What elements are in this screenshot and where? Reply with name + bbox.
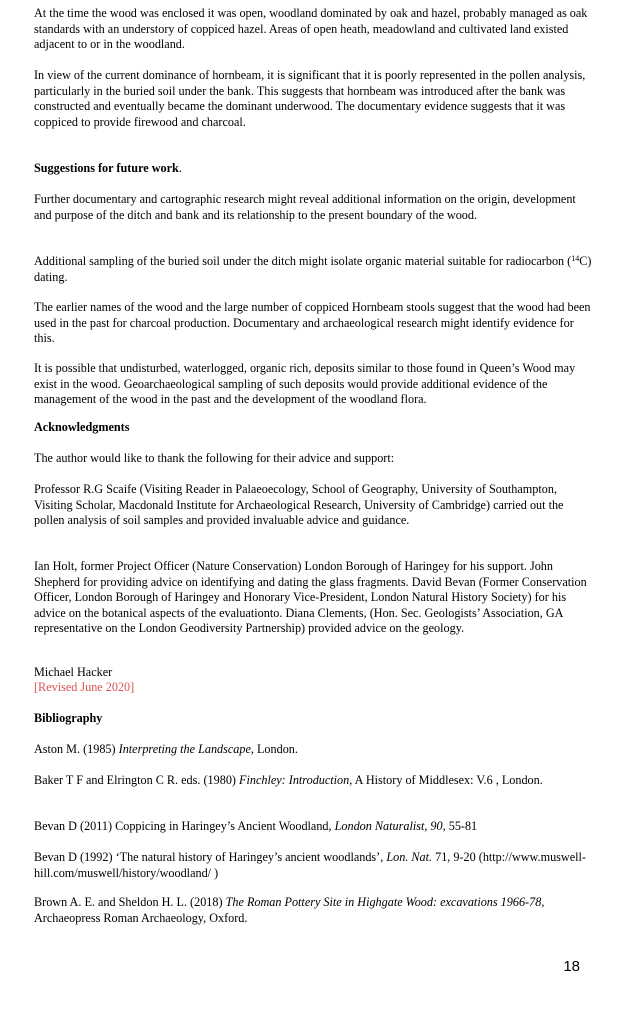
paragraph-hornbeam-dominance: In view of the current dominance of hornbeam, it is significant that it is poorly represented in the pollen analysis, particularly in the buried soil under the bank. This suggests that hornbeam was introduced after the bank was constructed and eventually became the dominant underwood. The documentary evidence suggests that it was coppiced to provide firewood and charcoal.: [34, 68, 586, 129]
radiocarbon-text-before: Additional sampling of the buried soil under the ditch might isolate organic material suitable for radiocarbon (: [34, 254, 572, 268]
bib-entry-text: 71, 9-20 (http://www.muswell-hill.com/muswell/history/woodland/ ): [34, 850, 586, 880]
author-name: Michael Hacker: [34, 665, 113, 679]
acknowledgment-scaife: Professor R.G Scaife (Visiting Reader in Palaeoecology, School of Geography, University of Southampton, Visiting Scholar, Macdonald Institute for Archaeological Research, University of Cambridge) carried out the pollen analysis of soil samples and provided invaluable advice and guidance.: [34, 482, 564, 528]
bib-entry-text: Baker T F and Elrington C R. eds. (1980): [34, 773, 240, 787]
bibliography-entry: [34, 773, 596, 789]
heading-bibliography: Bibliography: [34, 711, 103, 725]
paragraph-charcoal-production: The earlier names of the wood and the large number of coppiced Hornbeam stools suggest that the wood had been used in the past for charcoal production. Documentary and archaeological research might identify evidence for this.: [34, 300, 591, 346]
bib-entry-title: Lon. Nat.: [386, 850, 433, 864]
bib-entry-text: Bevan D (1992) ‘The natural history of Haringey’s ancient woodlands’,: [34, 850, 387, 864]
bib-entry-text: , London.: [250, 742, 298, 756]
radiocarbon-text-after: C) dating.: [34, 254, 592, 284]
bib-entry-text: , Archaeopress Roman Archaeology, Oxford.: [34, 895, 545, 925]
bibliography-entry: [34, 742, 596, 758]
bibliography-entry: [34, 895, 596, 926]
bibliography-entry: [34, 850, 596, 881]
heading-future-work: [34, 161, 596, 177]
bib-entry-title: The Roman Pottery Site in Highgate Wood: excavations 1966-78: [225, 895, 542, 909]
bib-entry-text: Bevan D (2011) Coppicing in Haringey’s Ancient Woodland,: [34, 819, 335, 833]
bib-entry-title: London Naturalist, 90: [334, 819, 443, 833]
acknowledgments-intro: The author would like to thank the following for their advice and support:: [34, 451, 395, 465]
heading-future-work-period: .: [178, 161, 182, 175]
bib-entry-title: Finchley: Introduction: [239, 773, 350, 787]
heading-future-work-text: Suggestions for future work: [34, 161, 179, 175]
bibliography-entry: [34, 819, 596, 835]
heading-acknowledgments: Acknowledgments: [34, 420, 130, 434]
bib-entry-text: , A History of Middlesex: V.6 , London.: [349, 773, 543, 787]
acknowledgment-others: Ian Holt, former Project Officer (Nature Conservation) London Borough of Haringey for his support. John Shepherd for providing advice on identifying and dating the glass fragments. David Bevan (Former Conservation Officer, London Borough of Haringey and Honorary Vice-President, London Natural History Society) for his advice on the botanical aspects of the evaluationto. Diana Clements, (Hon. Sec. Geologists’ Association, GA representative on the London Geodiversity Partnership) provided advice on the geology.: [34, 559, 587, 636]
paragraph-woodland-enclosure: At the time the wood was enclosed it was open, woodland dominated by oak and hazel, probably managed as oak standards with an understory of coppiced hazel. Areas of open heath, meadowland and cultivated land existed adjacent to or in the woodland.: [34, 6, 588, 52]
paragraph-radiocarbon-sampling: [34, 254, 596, 285]
page-number: 18: [563, 958, 580, 975]
bib-entry-title: Interpreting the Landscape: [118, 742, 251, 756]
paragraph-documentary-research: Further documentary and cartographic research might reveal additional information on the origin, development and purpose of the ditch and bank and its relationship to the present boundary of the wood.: [34, 192, 576, 222]
paragraph-waterlogged-deposits: It is possible that undisturbed, waterlogged, organic rich, deposits similar to those found in Queen’s Wood may exist in the wood. Geoarchaeological sampling of such deposits would provide additional evidence of the management of the wood in the past and the development of the woodland flora.: [34, 361, 576, 407]
revision-note: [Revised June 2020]: [34, 680, 135, 694]
bib-entry-text: , 55-81: [442, 819, 478, 833]
bib-entry-text: Aston M. (1985): [34, 742, 119, 756]
bib-entry-text: Brown A. E. and Sheldon H. L. (2018): [34, 895, 226, 909]
carbon-isotope-superscript: 14: [571, 254, 580, 263]
